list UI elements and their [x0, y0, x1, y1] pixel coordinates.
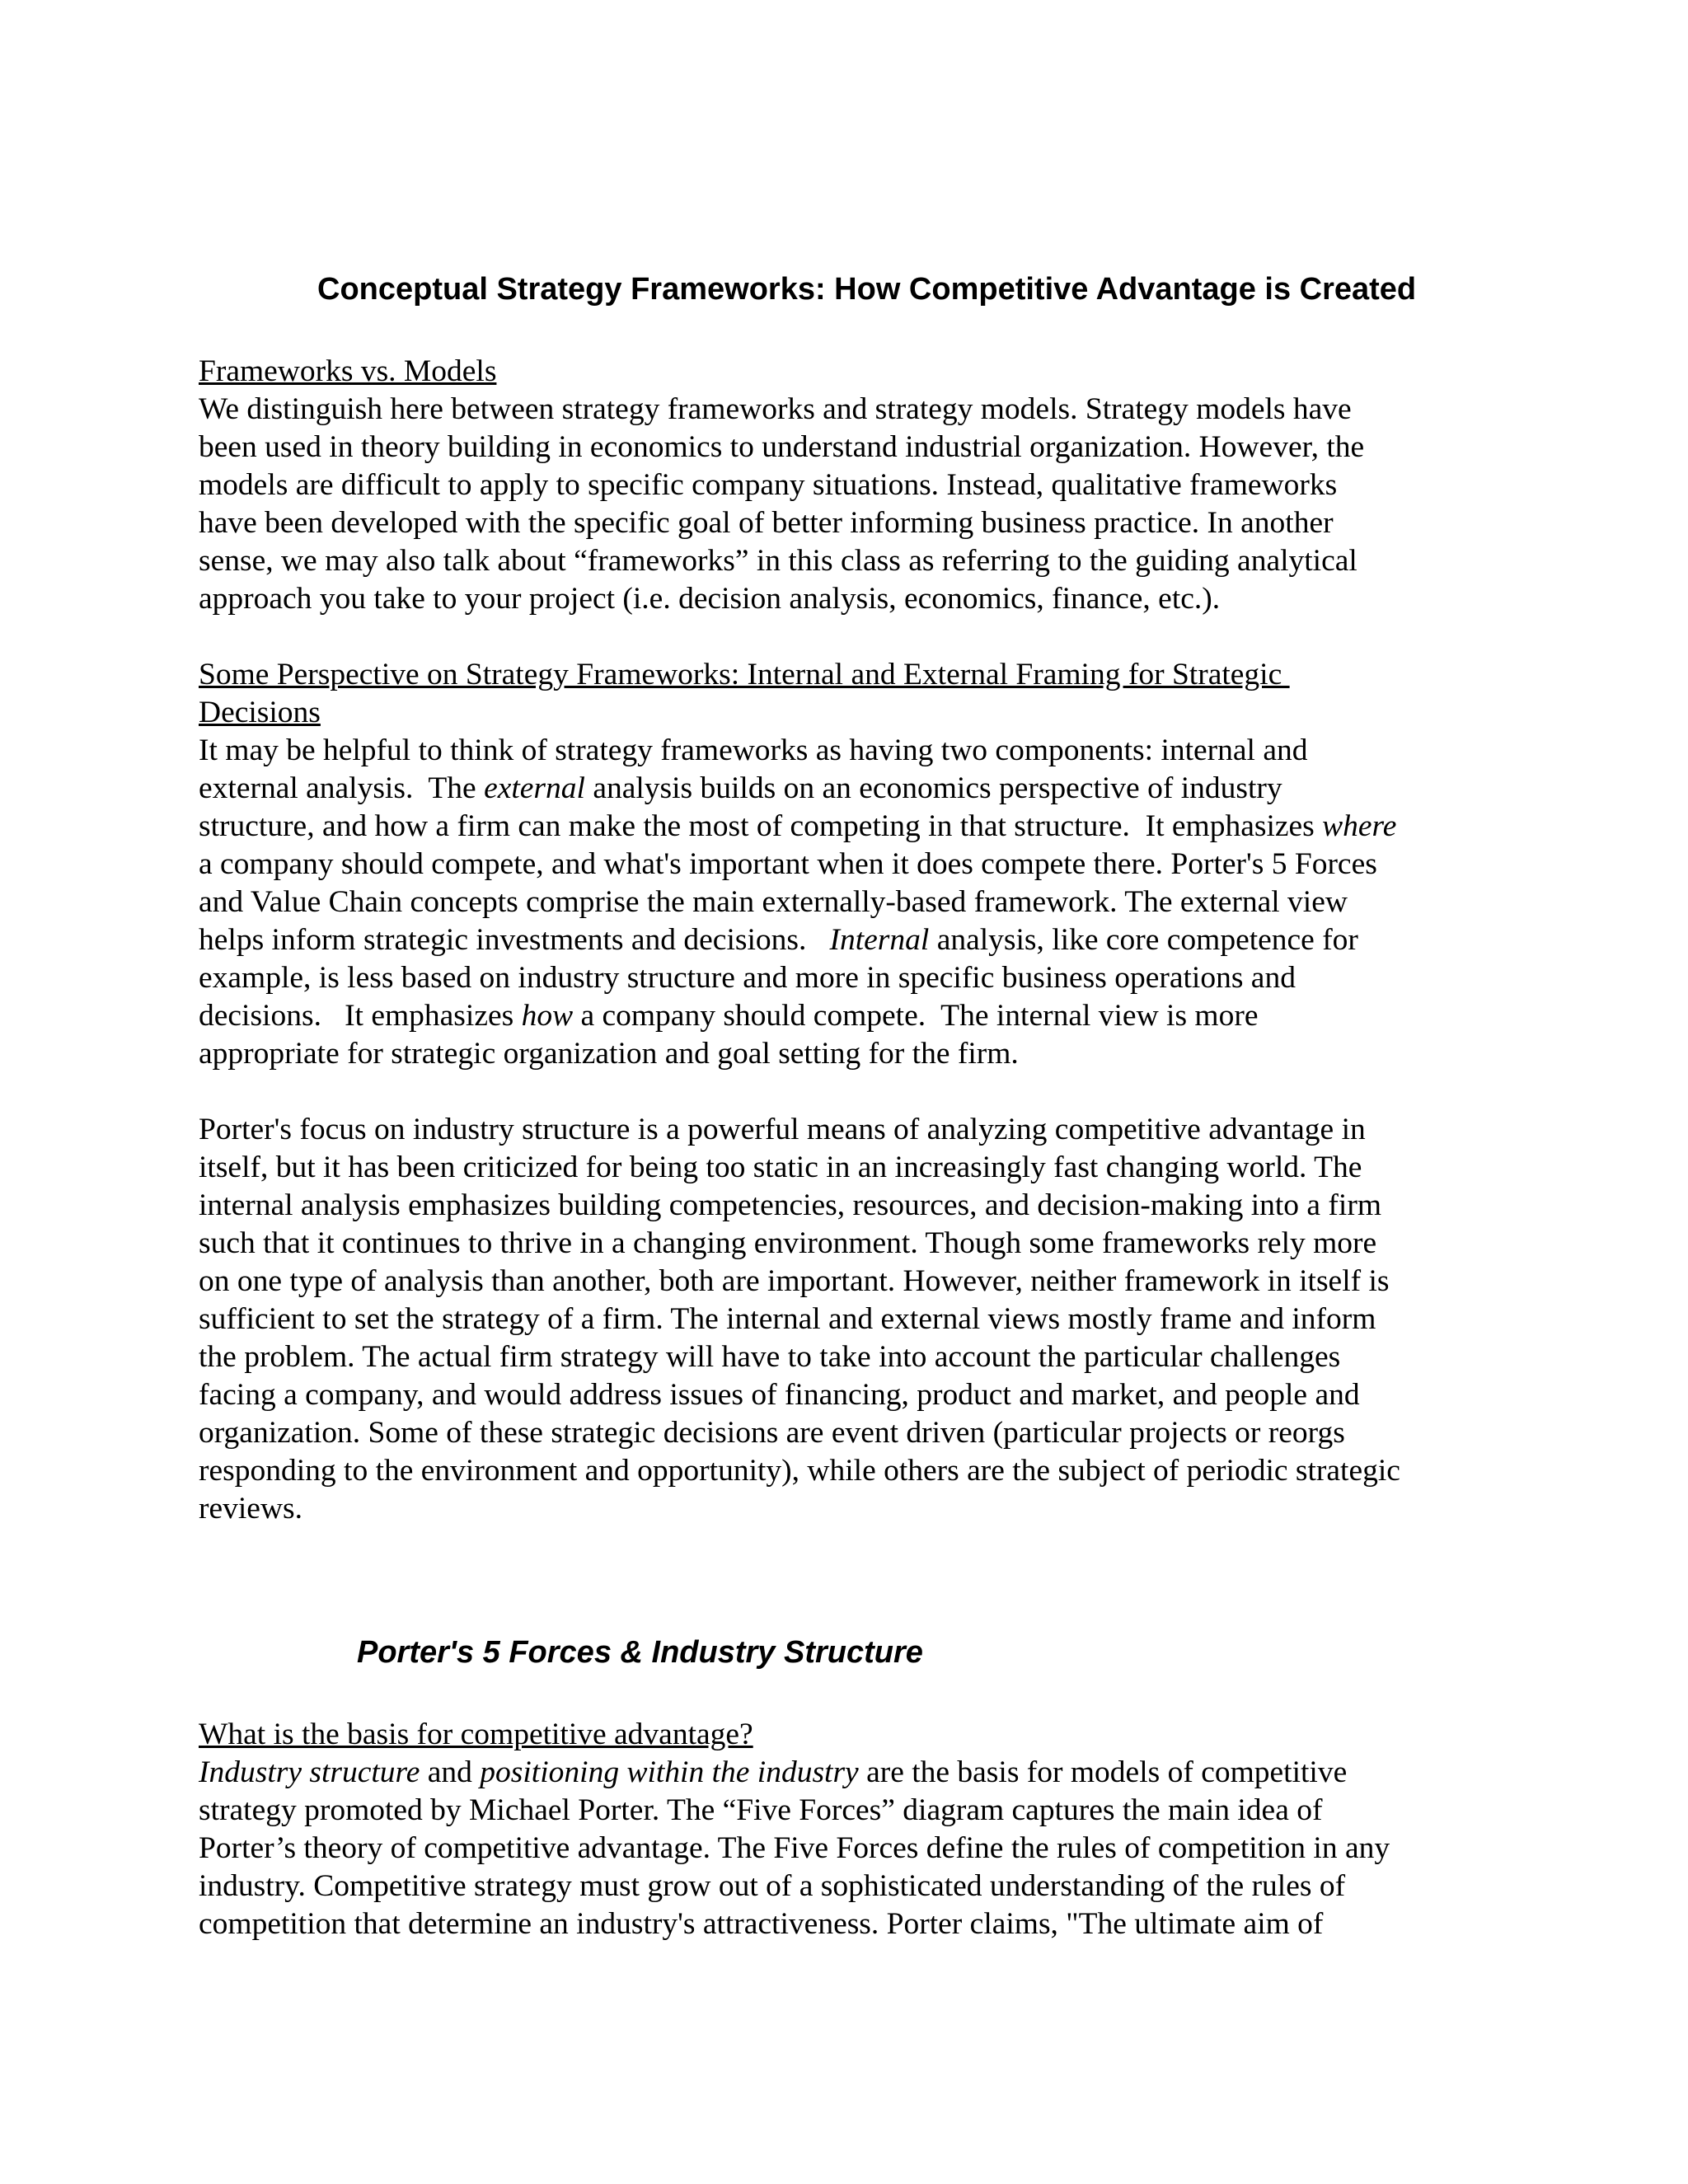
text-line: sense, we may also talk about “frameworks” in this class as referring to the guiding analytical	[199, 544, 1357, 578]
text-line: industry. Competitive strategy must grow out of a sophisticated understanding of the rules of	[199, 1869, 1346, 1903]
text-line: and Value Chain concepts comprise the main externally-based framework. The external view	[199, 885, 1348, 919]
emphasis-text: where	[1322, 809, 1397, 843]
text-run: decisions. It emphasizes	[199, 999, 522, 1033]
text-line: reviews.	[199, 1492, 302, 1526]
text-line: approach you take to your project (i.e. decision analysis, economics, finance, etc.).	[199, 582, 1221, 616]
text-line: internal analysis emphasizes building competencies, resources, and decision-making into a firm	[199, 1188, 1381, 1222]
text-line	[199, 921, 1501, 959]
text-line: example, is less based on industry structure and more in specific business operations and	[199, 961, 1296, 995]
heading-line: Some Perspective on Strategy Frameworks: Internal and External Framing for Strategic	[199, 658, 1290, 691]
text-line: strategy promoted by Michael Porter. The “Five Forces” diagram captures the main idea of	[199, 1793, 1323, 1827]
text-run: structure, and how a firm can make the most of competing in that structure. It emphasizes	[199, 809, 1323, 843]
text-line	[199, 997, 1501, 1035]
paragraph	[199, 1111, 1501, 1528]
emphasis-text: positioning within the industry	[480, 1755, 859, 1789]
text-run: a company should compete. The internal view is more	[573, 999, 1259, 1033]
section-title-porters-5-forces: Porter's 5 Forces & Industry Structure	[357, 1635, 923, 1670]
text-run: and	[420, 1755, 481, 1789]
text-line: itself, but it has been criticized for being too static in an increasingly fast changing world. The	[199, 1151, 1362, 1184]
text-line: Porter’s theory of competitive advantage. The Five Forces define the rules of competition in any	[199, 1831, 1390, 1865]
emphasis-text: Internal	[829, 923, 930, 957]
text-line: a company should compete, and what's important when it does compete there. Porter's 5 Forces	[199, 847, 1377, 881]
text-line: competition that determine an industry's attractiveness. Porter claims, "The ultimate aim of	[199, 1907, 1324, 1941]
paragraph	[199, 1754, 1501, 1943]
section-basis-for-advantage	[199, 1716, 1501, 1943]
text-line: been used in theory building in economics to understand industrial organization. However, the	[199, 430, 1365, 464]
heading-line: Decisions	[199, 696, 321, 729]
text-line: have been developed with the specific goal of better informing business practice. In another	[199, 506, 1334, 540]
text-line: responding to the environment and opportunity), while others are the subject of periodic strategic	[199, 1454, 1400, 1488]
text-line: on one type of analysis than another, both are important. However, neither framework in itself is	[199, 1264, 1390, 1298]
section-frameworks-vs-models	[199, 353, 1501, 618]
section-heading: What is the basis for competitive advantage?	[199, 1718, 753, 1751]
text-run: external analysis. The	[199, 771, 485, 805]
emphasis-text: how	[521, 999, 574, 1033]
text-line	[199, 770, 1501, 808]
document-title: Conceptual Strategy Frameworks: How Competitive Advantage is Created	[317, 272, 1417, 307]
section-perspective-on-frameworks	[199, 656, 1501, 1073]
text-run: are the basis for models of competitive	[858, 1755, 1348, 1789]
text-line: Porter's focus on industry structure is a powerful means of analyzing competitive advantage in	[199, 1113, 1366, 1146]
text-line: the problem. The actual firm strategy will have to take into account the particular challenges	[199, 1340, 1341, 1374]
section-heading: Frameworks vs. Models	[199, 354, 497, 388]
paragraph	[199, 391, 1501, 618]
text-line: such that it continues to thrive in a changing environment. Though some frameworks rely more	[199, 1226, 1377, 1260]
text-line: facing a company, and would address issues of financing, product and market, and people and	[199, 1378, 1360, 1412]
text-run: helps inform strategic investments and decisions.	[199, 923, 830, 957]
emphasis-text: external	[484, 771, 585, 805]
text-line: organization. Some of these strategic decisions are event driven (particular projects or reorgs	[199, 1416, 1345, 1450]
text-line: sufficient to set the strategy of a firm. The internal and external views mostly frame and inform	[199, 1302, 1376, 1336]
paragraph	[199, 732, 1501, 1073]
text-line	[199, 1754, 1501, 1792]
text-line: It may be helpful to think of strategy frameworks as having two components: internal and	[199, 733, 1308, 767]
text-line	[199, 808, 1501, 846]
text-line: We distinguish here between strategy frameworks and strategy models. Strategy models have	[199, 392, 1352, 426]
section-porter-focus	[199, 1111, 1501, 1528]
text-line: models are difficult to apply to specific company situations. Instead, qualitative frameworks	[199, 468, 1338, 502]
emphasis-text: Industry structure	[199, 1755, 420, 1789]
text-line: appropriate for strategic organization and goal setting for the firm.	[199, 1037, 1019, 1071]
text-run: analysis builds on an economics perspective of industry	[584, 771, 1282, 805]
text-run: analysis, like core competence for	[929, 923, 1358, 957]
section-heading	[199, 656, 1501, 732]
